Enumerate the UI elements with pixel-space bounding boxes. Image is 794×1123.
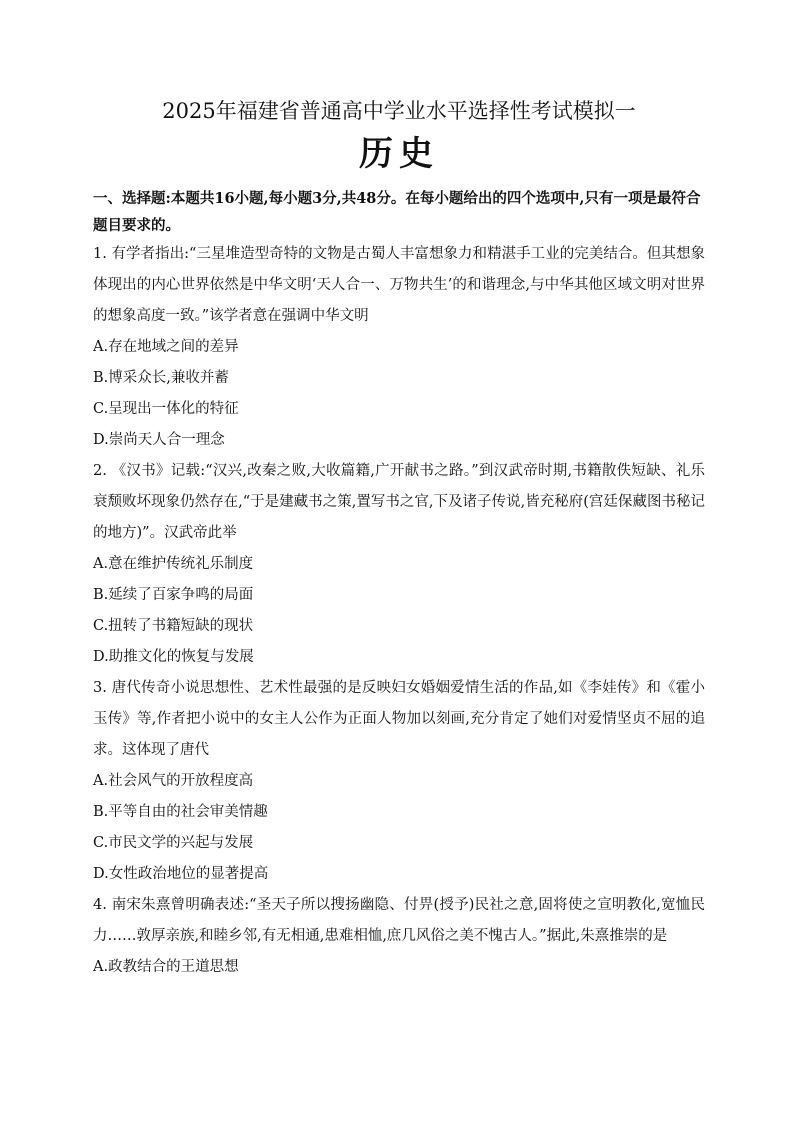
question-1: [93, 239, 705, 456]
option-b: B.博采众长,兼收并蓄: [93, 370, 229, 386]
question-text: 《汉书》记载:“汉兴,改秦之败,大收篇籍,广开献书之路。”到汉武帝时期,书籍散佚短缺、礼乐衰颓败坏现象仍然存在,“于是建藏书之策,置写书之官,下及诸子传说,皆充秘府(宫廷保藏图书秘记的地方)”。汉武帝此举: [93, 463, 705, 541]
question-4: [93, 890, 705, 983]
option-b: B.延续了百家争鸣的局面: [93, 587, 254, 603]
option-c: C.市民文学的兴起与发展: [93, 835, 254, 851]
option-a: A.政教结合的王道思想: [93, 959, 239, 975]
option-b: B.平等自由的社会审美情趣: [93, 804, 268, 820]
exam-title: 2025年福建省普通高中学业水平选择性考试模拟一: [162, 99, 636, 123]
question-text: 唐代传奇小说思想性、艺术性最强的是反映妇女婚姻爱情生活的作品,如《李娃传》和《霍小玉传》等,作者把小说中的女主人公作为正面人物加以刻画,充分肯定了她们对爱情坚贞不屈的追求。这体现了唐代: [93, 680, 705, 758]
question-stem: [93, 890, 705, 952]
option-d: D.助推文化的恢复与发展: [93, 649, 254, 665]
question-text: 有学者指出:“三星堆造型奇特的文物是古蜀人丰富想象力和精湛手工业的完美结合。但其想象体现出的内心世界依然是中华文明‘天人合一、万物共生’的和谐理念,与中华其他区域文明对世界的想象高度一致。”该学者意在强调中华文明: [93, 246, 705, 324]
question-number: 1.: [93, 246, 107, 262]
subject-title: 历史: [359, 134, 439, 174]
question-stem: [93, 239, 705, 332]
question-2: [93, 456, 705, 673]
option-c: C.呈现出一体化的特征: [93, 401, 239, 417]
question-number: 4.: [93, 897, 107, 913]
question-text: 南宋朱熹曾明确表述:“圣天子所以搜扬幽隐、付畀(授予)民社之意,固将使之宣明教化,宽恤民力……敦厚亲族,和睦乡邻,有无相通,患难相恤,庶几风俗之美不愧古人。”据此,朱熹推崇的是: [93, 897, 706, 944]
option-a: A.存在地域之间的差异: [93, 339, 239, 355]
question-stem: [93, 673, 705, 766]
section-header: 一、选择题:本题共16小题,每小题3分,共48分。在每小题给出的四个选项中,只有一项是最符合题目要求的。: [93, 190, 701, 234]
option-c: C.扭转了书籍短缺的现状: [93, 618, 254, 634]
option-a: A.社会风气的开放程度高: [93, 773, 254, 789]
question-number: 3.: [93, 680, 107, 696]
option-d: D.女性政治地位的显著提高: [93, 866, 269, 882]
option-a: A.意在维护传统礼乐制度: [93, 556, 254, 572]
page-content: [93, 95, 705, 983]
option-d: D.崇尚天人合一理念: [93, 432, 225, 448]
question-stem: [93, 456, 705, 549]
question-3: [93, 673, 705, 890]
question-number: 2.: [93, 463, 107, 479]
